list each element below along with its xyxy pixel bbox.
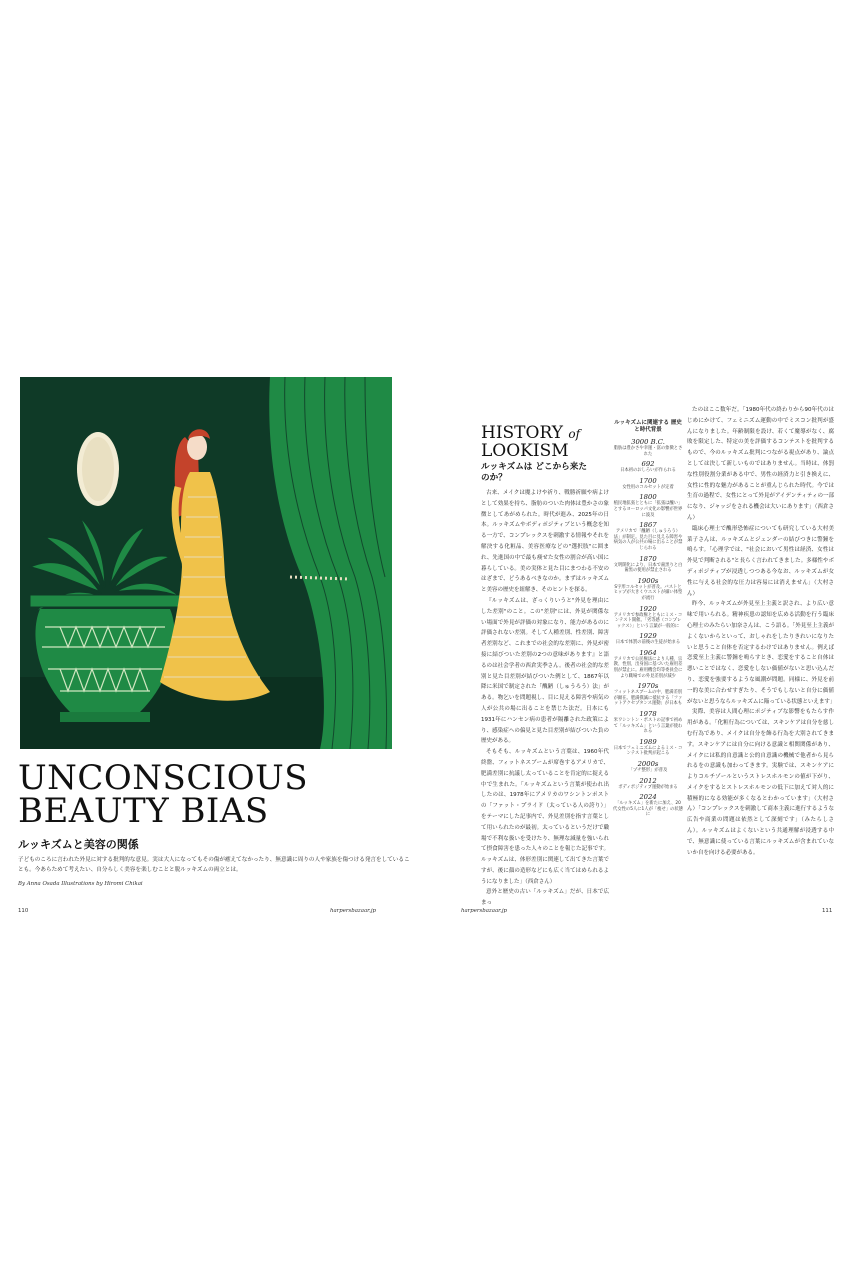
timeline-year: 2000s — [637, 760, 659, 768]
timeline-year: 1929 — [639, 632, 657, 641]
timeline-year: 2024 — [639, 793, 657, 802]
left-page-number: 110 — [18, 908, 29, 914]
right-page-number: 111 — [822, 908, 833, 914]
timeline-text: 米ワシントン・ポストの記事で初めて「ルッキズム」という言葉が使われる — [613, 718, 683, 735]
paragraph: そもそも、ルッキズムという言葉は、1960年代終盤、フィットネスブームが席巻するアメリカで、肥満差別に抗議し太っていることを肯定的に捉える中で生まれた。「ルッキズムという言葉が使われ出したのは、1978年にアメリカのワシントンポストの「ファット・プライド（太っている人の誇り）」をテーマにした記事内で、外見差別を指す言葉として用いられたのが最初。太っているというだけで職場で不利な扱いを受けたり、無理な減量を強いられて摂食障害を患った人々のことを報じた記事です。ルッキズムは、体形差別に関連して出てきた言葉ですが、後に顔の造形などにも広く当てはめられるようになりました」（西倉さん） — [481, 749, 609, 885]
oval-mirror — [77, 432, 119, 506]
right-site-url: harpersbazaar.jp — [461, 908, 507, 914]
timeline-year: 1867 — [639, 521, 657, 530]
timeline-year: 2012 — [639, 776, 657, 785]
article-headline: UNCONSCIOUS BEAUTY BIAS — [18, 758, 309, 831]
article-byline: By Anna Osada Illustrations by Hiromi Chikai — [18, 881, 143, 887]
paragraph: 昨今、ルッキズムが外見至上主義と訳され、より広い意味で用いられる。精神疾患の認知を広める活動を行う臨床心理士のみたらい加奈さんは、こう語る。「外見至上主義がよくないからといって、おしゃれをしたりきれいになりたいと思うこと自体を否定するわけではありません。例えば恋愛至上主義に警鐘を鳴らすとき、恋愛をすること自体は悪いことではなく、恋愛をしない価値がないと思い込んだり、恋愛を強要するような風潮が問題。同様に、外見を前一的な美に合わせすぎたり、そうでもしないと自分に価値がないと思うならルッキズムに陥っている状態といえます」 — [687, 601, 836, 705]
timeline-year: 1900s — [637, 576, 659, 585]
timeline-text: 文明開化により、日本で歯黒りと白歯黒の使用が禁止される — [613, 562, 683, 574]
history-title-a: HISTORY — [481, 423, 563, 443]
timeline-year: 1989 — [639, 737, 657, 746]
timeline-text: 日本でフェミニズムによるミス・コンテスト批判が起こる — [613, 745, 683, 757]
timeline-text: 「ルッキズム」を新たに加え、20代女性の5人に1人が「痩せ」の状態に — [613, 801, 683, 818]
history-column-1 — [481, 488, 609, 909]
history-question: ルッキズムは どこから来たのか？ — [481, 462, 587, 483]
paragraph: たのはここ数年だ。「1980年代の終わりから90年代のはじめにかけて、フェミニズム運動の中でミスコン批判が盛んになりました。年齢制限を設け、若くて魔導がなく、腐敗を限定した、特定の美を評価するコンテストを批判するもので、今のルッキズム批判につながる視点があり、論点としては決して新しいものではありません。当時は、体罰な性別役割分業がある中で、男性の経済力と引き換えに、女性に性的な魅力があることが重んじられた時代。今では生育の過程で、女性にとって外見がアイデンティティの一部になり、ジャッジをされる機会は大いにあります」（西倉さん） — [687, 407, 834, 521]
timeline-events — [613, 438, 683, 818]
timeline-text: ボディポジティブ運動が始まる — [618, 784, 678, 790]
left-site-url: harpersbazaar.jp — [330, 908, 376, 914]
timeline-year: 1978 — [639, 710, 657, 719]
history-title-b: LOOKISM — [481, 441, 569, 461]
paragraph: 意外と歴史の古い「ルッキズム」だが、日本で広まっ — [481, 889, 609, 907]
timeline-text: フィットネスブームの中、肥満差別が顕在。肥満撲滅に抵抗する「ファットアクセプタンス運動」が日本も — [613, 690, 683, 707]
timeline-text: S字形コルセットが普及。バストとヒップが大きくウエストが細い体型が流行 — [613, 584, 683, 601]
article-lede: 子どものころに言われた外見に対する批判的な意見。実は大人になってもその傷が癒えてなかったり、無意識に周りの人や家族を傷つける発言をしていることも。今あらためて考えたい、自分らしく美容を楽しむことと脱ルッキズムの両立とは。 — [18, 857, 410, 873]
timeline-heading: ルッキズムに関連する 歴史と時代背景 — [614, 420, 682, 433]
history-column-3 — [687, 405, 834, 858]
paragraph: 実際、美容は人間心理にポジティブな影響をもたらす作用がある。「化粧行為については、スキンケアは自分を慈しむ行為であり、メイクは自分を飾る行為を大別されてきます。スキンケアには自分に向ける意識と相関関係があり、メイクには私的自意識と公的自意識の機械で他者から見られるをの意識も加わってきます。実験では、スキンケアによりコルチゾールというストレスホルモンの値が下がり、メイクをするとストレスホルモンの低下に加えて対人的に積極的になる効能が多くなるとわかっています」（大村さん）「コンプレックスを刺激して商本主義に進行するような広告や商業の問題は依然として深刻です」（みたらしさん）。ルッキズムはよくないという共通理解が浸透する中で、無意識に使っている言葉にルッキズムが含まれていないか自を向ける必要がある。 — [687, 709, 834, 856]
timeline-text: 日本で体罰の前後の生徒が始まる — [615, 640, 681, 646]
lookism-timeline — [613, 420, 683, 818]
timeline-year: 1870 — [639, 554, 657, 563]
timeline-text: 日本初のおしろいが作られる — [620, 468, 676, 474]
timeline-year: 3000 B.C. — [631, 438, 665, 446]
timeline-text: 植民地拡張とともに「拡張は醜い」とするヨーロッパ文化の影響が世界に波及 — [613, 501, 683, 518]
timeline-text: 脂肪は豊かさや幸運・富の象徴とされた — [613, 446, 683, 457]
history-title-of: of — [568, 427, 581, 441]
timeline-text: アメリカで公民権法により人種、宗教、性別、出身国に基づいた雇用差別が禁止に。雇用機会均等委員会により職場での外見差別が減少 — [613, 656, 683, 679]
timeline-year: 1800 — [639, 493, 657, 502]
timeline-text: 女性用のコルセットが定着 — [622, 484, 674, 490]
paragraph: 『ルッキズムは、ざっくりいうと"外見を理由にした差別"のこと。この"差別"には、外見が関係ない場面で外見が評価の対象になり、能力があるのに評価されない差別。そして人種差別、性差別、障害者差別など、これまでの社会的な差別に、外見が密接に結びついた差別の2つの意味があります』と語るのは社会学者の西倉実季さん。後者の社会的な差別と見た目差別が結びついた例として、1867年以降に米国で制定された「醜陋（しゅうろう）法」がある。物乞いを問題視し、目に見える障害や病気の人が公共の場に出ることを禁じた法だ。日本にも1931年にハンセン病の患者が隔離された政策により、感染症への偏見と見た目差別が結びついた負の歴史がある。 — [481, 597, 609, 745]
timeline-year: 1920 — [639, 604, 657, 613]
timeline-year: 692 — [641, 460, 655, 469]
timeline-year: 1700 — [639, 476, 657, 485]
paragraph: 臨床心理士で醜形恐怖症についても研究している大村美菜子さんは、ルッキズムとジェンダーの結びつきに警鐘を鳴らす。「心理学では、"社会において男性は経済、女性は外見で判断される"と長らく言われてきました。多様性やボディポジティブが浸透しつつある今なお、ルッキズムが女性に与える社会的な圧力は容易には消えません」（大村さん） — [687, 525, 834, 597]
timeline-year: 1964 — [639, 648, 657, 657]
paragraph: 古来、メイクは魔よけや祈り、戦勝祈願や病よけとして効果を持ち、脂肪のついた肉体は豊かさの象徴としてあがめられた。時代が進み、2025年の日本。ルッキズムやボディポジティブという概念を知る一方で、コンプレックスを刺激する情報やそれを解決する化粧品、美容医療などの"選択肢"に囲まれ、先進国の中で最も痩せた女性の割合が高い国に暮らしている。美の実体と見た目にまつわる不安のはざまで、どうあるべきなのか。まずはルッキズムと美容の歴史を紐解き、そのヒントを探る。 — [481, 490, 609, 594]
history-title — [481, 425, 580, 460]
timeline-text: 「プチ整形」が普及 — [628, 768, 668, 773]
timeline-text: アメリカで「醜陋（しゅうろう）法」が制定。見た目に見える障害や病気の人が公共の場に出ることが禁じられる — [613, 529, 683, 551]
timeline-text: アメリカで参政権とともにミス・コンテスト開催。「劣等感（コンプレックス）」という言葉が一般的に — [613, 612, 683, 629]
timeline-year: 1970s — [637, 682, 659, 691]
lookism-illustration — [20, 377, 392, 749]
article-subtitle: ルッキズムと美容の関係 — [18, 838, 139, 851]
